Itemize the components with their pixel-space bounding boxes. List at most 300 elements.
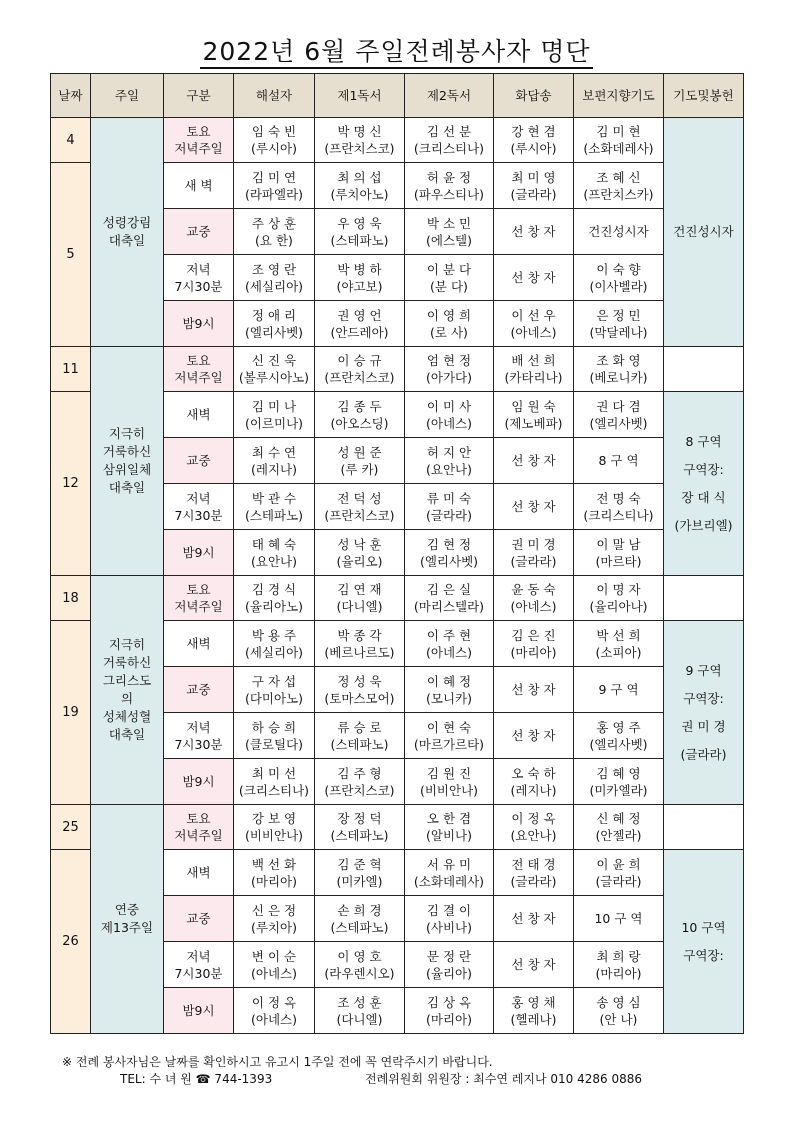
volunteer-cell — [315, 621, 405, 667]
cell-text: (소화데레사) — [413, 873, 485, 889]
cell-text: (마리아) — [251, 873, 297, 889]
cell-text: 새벽 — [186, 407, 211, 422]
cell-text: 저녁 — [186, 490, 211, 506]
cell-text: 8 구 역 — [598, 453, 639, 468]
cell-text: (루 카) — [340, 461, 379, 477]
cell-text: (마르타) — [595, 553, 642, 569]
cell-text: 김 미 나 — [251, 398, 297, 414]
cell-text: 은 정 민 — [596, 307, 641, 323]
volunteer-cell — [574, 392, 664, 438]
cell-text: (엘리사벳) — [589, 736, 648, 752]
volunteer-cell — [494, 163, 574, 209]
service-type-cell — [164, 805, 234, 850]
cell-text: 신 은 정 — [251, 902, 297, 918]
volunteer-cell — [315, 942, 405, 988]
cell-text: 박 병 하 — [337, 261, 382, 277]
volunteer-cell — [234, 255, 315, 301]
cell-text: 선 창 자 — [511, 499, 556, 514]
column-header: 구분 — [164, 74, 234, 118]
cell-text: 백 선 화 — [251, 856, 297, 872]
volunteer-cell — [405, 621, 494, 667]
volunteer-cell — [405, 484, 494, 530]
volunteer-cell — [234, 118, 315, 163]
cell-text: 7시30분 — [174, 965, 223, 981]
cell-text: 조 혜 신 — [596, 169, 641, 185]
table-row — [51, 576, 744, 621]
cell-text: (마리아) — [510, 644, 557, 660]
cell-text: 김 원 진 — [426, 765, 472, 781]
volunteer-cell — [315, 576, 405, 621]
volunteer-cell — [574, 805, 664, 850]
column-header: 날짜 — [51, 74, 91, 118]
volunteer-cell — [405, 805, 494, 850]
sunday-name-cell — [91, 347, 164, 576]
volunteer-cell — [405, 255, 494, 301]
cell-text: (글라라) — [510, 873, 557, 889]
cell-text: 구 자 섭 — [251, 673, 297, 689]
service-type-cell — [164, 942, 234, 988]
cell-text: 대축일 — [108, 480, 146, 495]
cell-text: (마리스텔라) — [413, 599, 485, 614]
column-header: 제2독서 — [405, 74, 494, 118]
volunteer-cell — [405, 667, 494, 713]
volunteer-cell — [315, 347, 405, 392]
volunteer-cell — [574, 301, 664, 347]
service-type-cell — [164, 576, 234, 621]
cell-text: (마리아) — [595, 965, 642, 981]
cell-text: (루치아) — [251, 919, 297, 935]
cell-text: 지극히 — [108, 637, 146, 652]
volunteer-cell — [494, 759, 574, 805]
volunteer-cell — [574, 209, 664, 255]
cell-text: 이 미 사 — [426, 398, 472, 414]
cell-text: 강 현 겸 — [511, 124, 556, 139]
cell-text: 선 창 자 — [511, 682, 556, 697]
cell-text: 구역장: — [683, 461, 724, 477]
cell-text: 새벽 — [186, 865, 211, 880]
volunteer-cell — [315, 301, 405, 347]
cell-text: 토요 — [186, 124, 211, 139]
page-title — [0, 32, 793, 68]
cell-text: 교중 — [186, 911, 211, 926]
offering-cell — [664, 118, 744, 347]
cell-text: 전 명 숙 — [596, 490, 641, 506]
date-cell: 4 — [51, 118, 91, 163]
column-header: 보편지향기도 — [574, 74, 664, 118]
volunteer-cell — [315, 850, 405, 896]
cell-text: (엘리사벳) — [419, 553, 479, 569]
service-type-cell — [164, 163, 234, 209]
cell-text: 전 태 경 — [511, 856, 556, 872]
cell-text: (로 사) — [430, 324, 468, 340]
cell-text: 저녁주일 — [174, 828, 223, 843]
cell-text: (세실리아) — [244, 644, 304, 660]
cell-text: (루시아) — [510, 141, 557, 156]
cell-text: 그리스도 — [102, 673, 152, 688]
footer-note: ※ 전례 봉사자님은 날짜를 확인하시고 유고시 1주일 전에 꼭 연락주시기 바랍니다. — [62, 1055, 493, 1069]
cell-text: 김 종 두 — [337, 398, 382, 414]
cell-text: 임 원 숙 — [511, 398, 556, 414]
volunteer-cell — [234, 576, 315, 621]
volunteer-cell — [574, 942, 664, 988]
cell-text: 박 용 주 — [251, 627, 297, 643]
cell-text: 선 창 자 — [511, 911, 556, 926]
cell-text: (아오스딩) — [330, 415, 389, 431]
cell-text: 최 미 선 — [251, 765, 297, 781]
cell-text: (라우렌시오) — [324, 965, 395, 981]
volunteer-cell — [494, 667, 574, 713]
cell-text: (율리아노) — [244, 599, 304, 614]
volunteer-cell — [405, 850, 494, 896]
cell-text: 류 미 숙 — [426, 490, 472, 506]
volunteer-cell — [234, 347, 315, 392]
volunteer-cell — [494, 621, 574, 667]
cell-text: 권 다 겸 — [596, 398, 641, 414]
cell-text: 허 지 안 — [426, 444, 472, 460]
volunteer-cell — [315, 988, 405, 1034]
cell-text: 최 희 랑 — [596, 948, 641, 964]
cell-text: 토요 — [186, 353, 211, 368]
volunteer-cell — [574, 530, 664, 576]
cell-text: 9 구역 — [685, 662, 722, 678]
service-type-cell — [164, 667, 234, 713]
column-header: 기도및봉헌 — [664, 74, 744, 118]
volunteer-cell — [405, 163, 494, 209]
cell-text: 강 보 영 — [251, 811, 297, 826]
volunteer-cell — [574, 713, 664, 759]
cell-text: 홍 영 채 — [511, 994, 556, 1010]
offering-cell — [664, 392, 744, 576]
cell-text: 장 정 덕 — [337, 811, 382, 826]
volunteer-cell — [574, 118, 664, 163]
cell-text: 대축일 — [108, 233, 146, 248]
service-type-cell — [164, 438, 234, 484]
cell-text: 이 승 규 — [337, 353, 382, 368]
cell-text: (토마스모어) — [324, 690, 395, 706]
cell-text: 7시30분 — [174, 507, 223, 523]
volunteer-cell — [315, 163, 405, 209]
service-type-cell — [164, 850, 234, 896]
volunteer-cell — [405, 530, 494, 576]
cell-text: 장 대 식 — [681, 489, 726, 505]
cell-text: (글라라) — [426, 507, 472, 523]
cell-text: 7시30분 — [174, 736, 223, 752]
cell-text: (율리오) — [336, 553, 383, 569]
cell-text: (크리스티나) — [583, 507, 654, 523]
cell-text: (비비안나) — [244, 828, 304, 843]
volunteer-cell — [315, 438, 405, 484]
volunteer-cell — [234, 988, 315, 1034]
contact-tel: TEL: 수 녀 원 ☎ 744-1393 — [120, 1072, 273, 1086]
cell-text: 이 영 희 — [426, 307, 472, 323]
volunteer-cell — [234, 667, 315, 713]
volunteer-cell — [574, 163, 664, 209]
schedule-body — [51, 118, 744, 1034]
cell-text: 신 혜 정 — [596, 811, 641, 826]
cell-text: (율리아나) — [589, 599, 648, 614]
offering-cell-empty — [664, 576, 744, 621]
cell-text: 엄 현 정 — [426, 353, 472, 368]
date-cell: 19 — [51, 621, 91, 805]
cell-text: (막달레나) — [589, 324, 648, 340]
cell-text: 김 미 연 — [251, 169, 297, 185]
cell-text: 토요 — [186, 582, 211, 597]
cell-text: 구역장: — [683, 947, 724, 963]
volunteer-cell — [574, 667, 664, 713]
cell-text: 성 낙 훈 — [337, 536, 382, 552]
cell-text: (다니엘) — [336, 599, 383, 614]
cell-text: (엘리사벳) — [244, 324, 304, 340]
volunteer-cell — [494, 484, 574, 530]
volunteer-cell — [234, 942, 315, 988]
cell-text: 김 현 정 — [426, 536, 472, 552]
cell-text: 이 혜 정 — [426, 673, 472, 689]
service-type-cell — [164, 347, 234, 392]
volunteer-cell — [574, 759, 664, 805]
cell-text: 윤 동 숙 — [511, 582, 556, 597]
cell-text: 건진성시자 — [588, 224, 649, 239]
cell-text: (다미아노) — [244, 690, 304, 706]
cell-text: 박 종 각 — [337, 627, 382, 643]
cell-text: (레지나) — [510, 782, 557, 798]
cell-text: 성체성혈 — [102, 709, 152, 724]
cell-text: (크리스티나) — [413, 141, 485, 156]
cell-text: 8 구역 — [685, 433, 722, 449]
table-row — [51, 805, 744, 850]
cell-text: 박 관 수 — [251, 490, 297, 506]
service-type-cell — [164, 621, 234, 667]
volunteer-cell — [405, 209, 494, 255]
cell-text: (안드레아) — [330, 324, 389, 340]
cell-text: 박 선 희 — [596, 627, 641, 643]
cell-text: 홍 영 주 — [596, 719, 641, 735]
cell-text: 최 미 영 — [511, 169, 556, 185]
cell-text: (라파엘라) — [244, 186, 304, 202]
volunteer-cell — [574, 850, 664, 896]
cell-text: 이 말 남 — [596, 536, 641, 552]
cell-text: (스테파노) — [330, 736, 389, 752]
volunteer-cell — [315, 392, 405, 438]
volunteer-cell — [315, 255, 405, 301]
volunteer-cell — [234, 438, 315, 484]
cell-text: (세실리아) — [244, 278, 304, 294]
cell-text: (이르미나) — [244, 415, 304, 431]
cell-text: (클로틸다) — [244, 736, 304, 752]
cell-text: 저녁주일 — [174, 370, 223, 385]
cell-text: 김 준 혁 — [337, 856, 382, 872]
cell-text: 배 선 희 — [511, 353, 556, 368]
sunday-name-cell — [91, 576, 164, 805]
cell-text: 거룩하신 — [102, 655, 152, 670]
cell-text: 구역장: — [683, 690, 724, 706]
volunteer-cell — [405, 713, 494, 759]
cell-text: 정 성 욱 — [337, 673, 382, 689]
cell-text: 성령강림 — [102, 215, 152, 230]
cell-text: (제노베파) — [504, 415, 563, 431]
cell-text: (레지나) — [251, 461, 297, 477]
volunteer-cell — [234, 484, 315, 530]
cell-text: 변 이 순 — [251, 948, 297, 964]
cell-text: 박 소 민 — [426, 215, 472, 231]
cell-text: (비비안나) — [419, 782, 479, 798]
service-type-cell — [164, 118, 234, 163]
volunteer-cell — [574, 621, 664, 667]
volunteer-cell — [405, 118, 494, 163]
volunteer-cell — [494, 942, 574, 988]
cell-text: (크리스티나) — [238, 782, 310, 798]
cell-text: (글라라) — [595, 873, 642, 889]
cell-text: 오 한 겸 — [426, 811, 472, 826]
cell-text: 임 숙 빈 — [251, 124, 297, 139]
schedule-table — [50, 73, 744, 1034]
cell-text: (스테파노) — [330, 919, 389, 935]
volunteer-cell — [234, 301, 315, 347]
cell-text: (소화데레사) — [583, 141, 654, 156]
date-cell: 11 — [51, 347, 91, 392]
cell-text: 정 애 리 — [251, 307, 297, 323]
offering-cell — [664, 850, 744, 1034]
volunteer-cell — [494, 438, 574, 484]
volunteer-cell — [315, 759, 405, 805]
cell-text: (모니카) — [426, 690, 472, 706]
volunteer-cell — [315, 118, 405, 163]
cell-text: 이 현 숙 — [426, 719, 472, 735]
cell-text: 박 명 신 — [337, 124, 382, 139]
cell-text: 이 주 현 — [426, 627, 472, 643]
volunteer-cell — [234, 850, 315, 896]
volunteer-cell — [574, 576, 664, 621]
volunteer-cell — [494, 576, 574, 621]
cell-text: 제13주일 — [100, 920, 154, 935]
cell-text: (글라라) — [510, 553, 557, 569]
cell-text: 대축일 — [108, 727, 146, 742]
cell-text: (프란치스코) — [324, 370, 395, 385]
contact-committee: 전례위원회 위원장 : 최수연 레지나 010 4286 0886 — [365, 1072, 643, 1086]
cell-text: 건진성시자 — [673, 224, 734, 239]
cell-text: 밤9시 — [182, 1003, 215, 1018]
column-header: 주일 — [91, 74, 164, 118]
volunteer-cell — [494, 209, 574, 255]
cell-text: (마르가르타) — [413, 736, 485, 752]
cell-text: 손 희 경 — [337, 902, 382, 918]
volunteer-cell — [234, 713, 315, 759]
cell-text: (요안나) — [426, 461, 472, 477]
cell-text: (알비나) — [426, 828, 472, 843]
volunteer-cell — [234, 530, 315, 576]
cell-text: 연중 — [114, 902, 140, 917]
cell-text: 이 윤 희 — [596, 856, 641, 872]
cell-text: 최 수 연 — [251, 444, 297, 460]
date-cell: 25 — [51, 805, 91, 850]
volunteer-cell — [574, 484, 664, 530]
volunteer-cell — [494, 850, 574, 896]
cell-text: 교중 — [186, 453, 211, 468]
volunteer-cell — [494, 805, 574, 850]
cell-text: 선 창 자 — [511, 270, 556, 285]
cell-text: (엘리사벳) — [589, 415, 648, 431]
cell-text: 조 영 란 — [251, 261, 297, 277]
cell-text: 김 상 옥 — [426, 994, 472, 1010]
service-type-cell — [164, 759, 234, 805]
cell-text: 선 창 자 — [511, 957, 556, 972]
cell-text: (소피아) — [595, 644, 642, 660]
cell-text: 이 정 옥 — [511, 811, 556, 826]
cell-text: 이 영 호 — [337, 948, 382, 964]
table-row — [51, 118, 744, 163]
cell-text: (프란치스코) — [324, 141, 395, 156]
cell-text: (다니엘) — [336, 1011, 383, 1027]
cell-text: 송 영 심 — [596, 994, 641, 1010]
cell-text: (파우스티나) — [413, 186, 485, 202]
cell-text: (아네스) — [251, 1011, 297, 1027]
cell-text: 전 덕 성 — [337, 490, 382, 506]
volunteer-cell — [494, 255, 574, 301]
cell-text: (안젤라) — [595, 828, 642, 843]
service-type-cell — [164, 301, 234, 347]
volunteer-cell — [574, 988, 664, 1034]
cell-text: 김 혜 영 — [596, 765, 641, 781]
cell-text: 류 승 로 — [337, 719, 382, 735]
volunteer-cell — [405, 301, 494, 347]
volunteer-cell — [234, 621, 315, 667]
column-header: 해설자 — [234, 74, 315, 118]
cell-text: 주 상 훈 — [251, 215, 297, 231]
service-type-cell — [164, 209, 234, 255]
cell-text: (가브리엘) — [674, 517, 733, 533]
cell-text: (스테파노) — [244, 507, 304, 523]
date-cell: 26 — [51, 850, 91, 1034]
volunteer-cell — [574, 438, 664, 484]
cell-text: (글라라) — [680, 746, 727, 762]
cell-text: (요안나) — [251, 553, 297, 569]
service-type-cell — [164, 988, 234, 1034]
cell-text: (카타리나) — [504, 370, 563, 385]
cell-text: (프란치스코) — [324, 507, 395, 523]
cell-text: (사비나) — [426, 919, 472, 935]
cell-text: 조 화 영 — [596, 353, 641, 368]
cell-text: 선 창 자 — [511, 453, 556, 468]
cell-text: 김 미 현 — [596, 124, 641, 139]
volunteer-cell — [315, 484, 405, 530]
cell-text: (아네스) — [251, 965, 297, 981]
cell-text: (아네스) — [426, 415, 472, 431]
cell-text: (글라라) — [510, 186, 557, 202]
cell-text: 밤9시 — [182, 545, 215, 560]
cell-text: 10 구 역 — [594, 911, 643, 926]
cell-text: (아가다) — [426, 370, 472, 385]
cell-text: (루치아노) — [330, 186, 389, 202]
cell-text: (미카엘라) — [589, 782, 648, 798]
cell-text: 새 벽 — [184, 178, 213, 193]
cell-text: 서 유 미 — [426, 856, 472, 872]
cell-text: 이 분 다 — [426, 261, 472, 277]
cell-text: 이 선 우 — [511, 307, 556, 323]
cell-text: 김 은 진 — [511, 627, 556, 643]
cell-text: 권 미 경 — [511, 536, 556, 552]
cell-text: 선 창 자 — [511, 224, 556, 239]
cell-text: (야고보) — [336, 278, 383, 294]
volunteer-cell — [315, 713, 405, 759]
volunteer-cell — [234, 163, 315, 209]
cell-text: (율리아) — [426, 965, 472, 981]
cell-text: 하 승 희 — [251, 719, 297, 735]
cell-text: (스테파노) — [330, 232, 389, 248]
cell-text: 저녁 — [186, 948, 211, 964]
cell-text: 권 영 언 — [337, 307, 382, 323]
cell-text: 밤9시 — [182, 316, 215, 331]
cell-text: (프란치스코) — [324, 782, 395, 798]
cell-text: (루시아) — [251, 141, 297, 156]
